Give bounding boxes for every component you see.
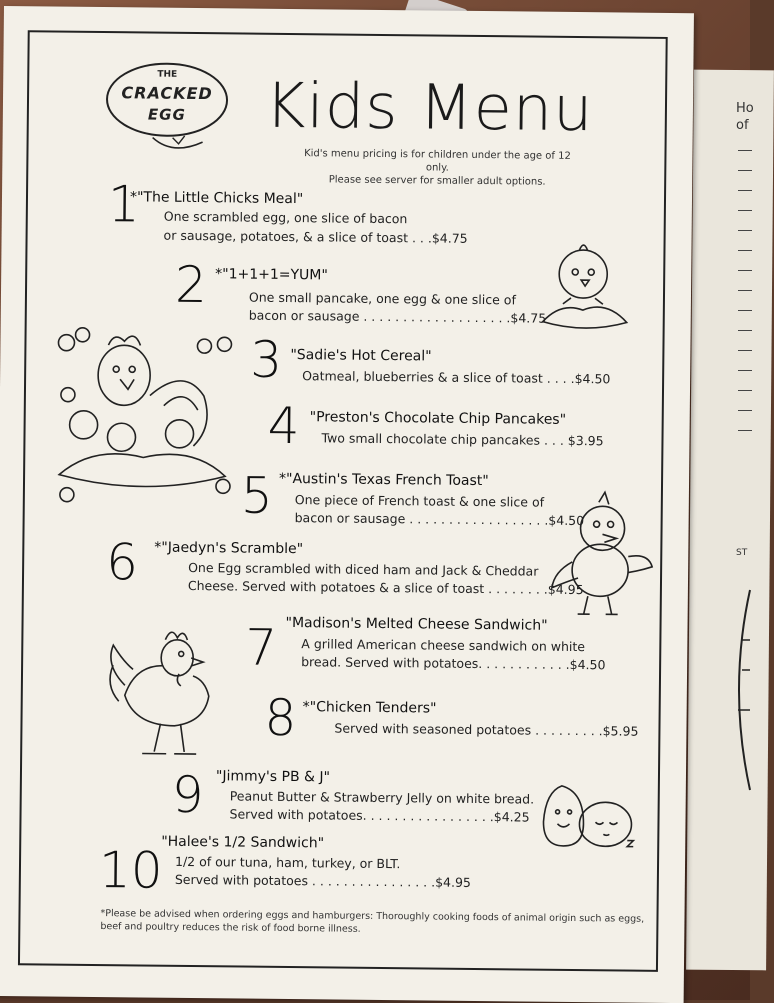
logo-text-cracked: CRACKED: [121, 83, 213, 104]
item-number: 2: [174, 255, 208, 315]
item-name: *"Chicken Tenders": [302, 699, 437, 717]
item-desc: Served with seasoned potatoes . . . . . . . . .$5.95: [334, 720, 639, 739]
item-name: "Preston's Chocolate Chip Pancakes": [309, 409, 567, 428]
maze-fragment-icon: [728, 590, 758, 790]
item-desc: One piece of French toast & one slice of: [294, 492, 545, 510]
side-rule: [738, 170, 752, 171]
item-name: *"1+1+1=YUM": [215, 266, 328, 284]
side-rule: [738, 410, 752, 411]
pricing-note: [302, 147, 572, 189]
bird-icon: [548, 492, 659, 623]
item-number: 8: [264, 688, 297, 748]
item-number: 4: [267, 396, 300, 456]
side-sheet-line1: Ho: [736, 101, 754, 116]
side-sheet-line2: of: [736, 118, 749, 133]
hen-with-chicks-icon: [53, 325, 235, 507]
item-desc: A grilled American cheese sandwich on white: [301, 636, 586, 655]
rooster-icon: [104, 625, 235, 766]
item-name: *"Jaedyn's Scramble": [154, 539, 304, 558]
pricing-note-line1: Kid's menu pricing is for children under the age of 12 only.: [304, 148, 571, 174]
side-rule: [738, 270, 752, 271]
item-name: *"The Little Chicks Meal": [129, 189, 304, 208]
item-name: *"Austin's Texas French Toast": [278, 470, 489, 490]
chick-in-nest-icon: [541, 234, 632, 335]
side-rule: [738, 190, 752, 191]
item-desc: Served with potatoes. . . . . . . . . . . . . . . . .$4.25: [229, 806, 530, 825]
item-number: 7: [244, 618, 278, 677]
item-number: 10: [98, 841, 163, 900]
item-desc: bacon or sausage . . . . . . . . . . . . . . . . . . .$4.75: [248, 307, 547, 326]
item-name: "Madison's Melted Cheese Sandwich": [285, 614, 548, 634]
side-sheet: [686, 70, 774, 971]
side-rule: [738, 150, 752, 151]
cracked-egg-logo: [103, 59, 234, 138]
item-name: "Jimmy's PB & J": [215, 768, 331, 786]
disclaimer-line1: *Please be advised when ordering eggs and hamburgers: Thoroughly cooking foods of animal origin such as eggs,: [100, 908, 645, 925]
item-desc: or sausage, potatoes, & a slice of toast . . .$4.75: [163, 227, 468, 246]
item-desc: Served with potatoes . . . . . . . . . . . . . . . .$4.95: [174, 871, 472, 890]
logo-text-the: THE: [157, 69, 178, 80]
item-desc: Two small chocolate chip pancakes . . . $3.95: [321, 430, 604, 449]
item-number: 3: [250, 330, 283, 389]
item-desc: Cheese. Served with potatoes & a slice of toast . . . . . . . .$4.95: [187, 577, 584, 598]
side-rule: [738, 370, 752, 371]
pricing-note-line2: Please see server for smaller adult options.: [328, 174, 546, 188]
item-number: 9: [171, 765, 204, 825]
item-desc: One scrambled egg, one slice of bacon: [163, 208, 408, 227]
item-desc: Peanut Butter & Strawberry Jelly on white bread.: [229, 788, 535, 807]
item-number: 5: [240, 466, 274, 525]
item-desc: Oatmeal, blueberries & a slice of toast . . . .$4.50: [302, 368, 611, 387]
item-number: 1: [107, 175, 141, 234]
side-rule: [738, 350, 752, 351]
side-rule: [738, 250, 752, 251]
item-name: "Halee's 1/2 Sandwich": [161, 833, 325, 852]
item-name: "Sadie's Hot Cereal": [290, 347, 432, 365]
side-rule: [738, 210, 752, 211]
side-rule: [738, 390, 752, 391]
side-sheet-text: [736, 100, 754, 134]
item-desc: One small pancake, one egg & one slice of: [248, 289, 516, 308]
logo-text-egg: EGG: [147, 105, 186, 124]
sleeping-eggs-icon: [543, 784, 644, 855]
item-desc: One Egg scrambled with diced ham and Jack & Cheddar: [188, 559, 539, 579]
side-sheet-label: ST: [736, 548, 748, 558]
side-rule: [738, 330, 752, 331]
side-rule: [738, 310, 752, 311]
item-number: 6: [105, 533, 139, 592]
item-desc: 1/2 of our tuna, ham, turkey, or BLT.: [174, 853, 401, 872]
item-desc: bacon or sausage . . . . . . . . . . . . . . . . . .$4.50: [294, 510, 585, 529]
side-rule: [738, 430, 752, 431]
disclaimer-line2: beef and poultry reduces the risk of food borne illness.: [100, 921, 361, 935]
page-title: Kids Menu: [264, 68, 594, 146]
kids-menu-sheet: [0, 6, 694, 1003]
item-desc: bread. Served with potatoes. . . . . . . . . . . .$4.50: [301, 654, 606, 673]
side-rule: [738, 230, 752, 231]
side-rule: [738, 290, 752, 291]
